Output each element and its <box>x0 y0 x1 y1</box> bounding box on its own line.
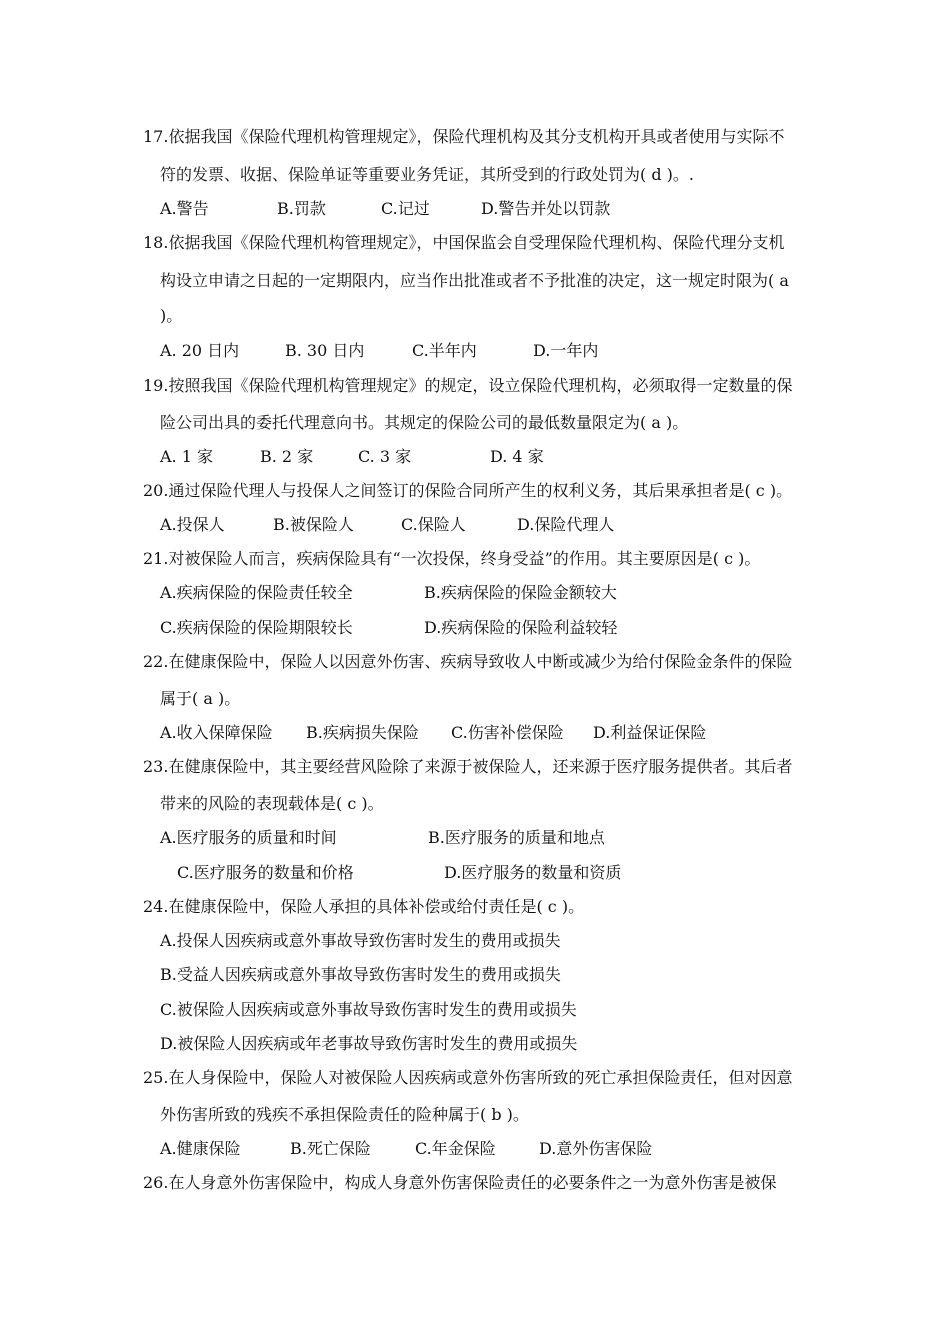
question-18-stem-line-2: 构设立申请之日起的一定期限内，应当作出批准或者不予批准的决定，这一规定时限为( a <box>160 271 789 290</box>
question-24-option-d: D.被保险人因疾病或年老事故导致伤害时发生的费用或损失 <box>160 1034 578 1053</box>
question-25-option-b: B.死亡保险 <box>290 1139 371 1158</box>
question-22-stem-line-2: 属于( a )。 <box>160 689 241 708</box>
question-22-option-b: B.疾病损失保险 <box>306 723 419 742</box>
question-19-option-c: C. 3 家 <box>358 447 412 466</box>
question-23-option-b: B.医疗服务的质量和地点 <box>428 828 605 847</box>
question-19-option-d: D. 4 家 <box>490 447 544 466</box>
question-21-option-b: B.疾病保险的保险金额较大 <box>424 583 617 602</box>
question-18-option-d: D.一年内 <box>533 341 599 360</box>
question-22-option-d: D.利益保证保险 <box>593 723 707 742</box>
question-17-option-c: C.记过 <box>381 199 430 218</box>
question-17-stem-line-2: 符的发票、收据、保险单证等重要业务凭证，其所受到的行政处罚为( d )。. <box>160 165 694 184</box>
question-25-option-a: A.健康保险 <box>160 1139 241 1158</box>
question-18-stem-line-1: 18.依据我国《保险代理机构管理规定》，中国保监会自受理保险代理机构、保险代理分支机 <box>143 233 785 252</box>
question-18-option-a: A. 20 日内 <box>160 341 240 360</box>
question-21-option-a: A.疾病保险的保险责任较全 <box>160 583 353 602</box>
question-21-stem-line-1: 21.对被保险人而言，疾病保险具有“一次投保，终身受益”的作用。其主要原因是( c )。 <box>143 549 761 568</box>
question-23-option-a: A.医疗服务的质量和时间 <box>160 828 337 847</box>
question-25-option-d: D.意外伤害保险 <box>539 1139 653 1158</box>
question-25-option-c: C.年金保险 <box>415 1139 496 1158</box>
question-18-option-b: B. 30 日内 <box>285 341 365 360</box>
question-21-option-c: C.疾病保险的保险期限较长 <box>160 618 353 637</box>
question-20-stem-line-1: 20.通过保险代理人与投保人之间签订的保险合同所产生的权利义务，其后果承担者是( c )。 <box>143 481 793 500</box>
question-19-option-b: B. 2 家 <box>260 447 314 466</box>
question-22-stem-line-1: 22.在健康保险中，保险人以因意外伤害、疾病导致收人中断或减少为给付保险金条件的保险 <box>143 652 793 671</box>
question-20-option-b: B.被保险人 <box>273 515 354 534</box>
question-18-option-c: C.半年内 <box>412 341 477 360</box>
question-24-option-b: B.受益人因疾病或意外事故导致伤害时发生的费用或损失 <box>160 965 561 984</box>
question-23-option-d: D.医疗服务的数量和资质 <box>444 863 622 882</box>
question-23-option-c: C.医疗服务的数量和价格 <box>177 863 354 882</box>
question-25-stem-line-1: 25.在人身保险中，保险人对被保险人因疾病或意外伤害所致的死亡承担保险责任，但对因意 <box>143 1068 793 1087</box>
question-24-stem-line-1: 24.在健康保险中，保险人承担的具体补偿或给付责任是( c )。 <box>143 897 585 916</box>
question-21-option-d: D.疾病保险的保险利益较轻 <box>424 618 618 637</box>
question-22-option-c: C.伤害补偿保险 <box>451 723 564 742</box>
question-22-option-a: A.收入保障保险 <box>160 723 273 742</box>
question-17-option-b: B.罚款 <box>277 199 326 218</box>
question-23-stem-line-1: 23.在健康保险中，其主要经营风险除了来源于被保险人，还来源于医疗服务提供者。其后者 <box>143 757 793 776</box>
question-19-stem-line-1: 19.按照我国《保险代理机构管理规定》的规定，设立保险代理机构，必须取得一定数量的保 <box>143 376 793 395</box>
question-17-option-d: D.警告并处以罚款 <box>481 199 611 218</box>
question-19-option-a: A. 1 家 <box>160 447 213 466</box>
question-24-option-a: A.投保人因疾病或意外事故导致伤害时发生的费用或损失 <box>160 931 561 950</box>
question-20-option-c: C.保险人 <box>401 515 466 534</box>
question-19-stem-line-2: 险公司出具的委托代理意向书。其规定的保险公司的最低数量限定为( a )。 <box>160 413 689 432</box>
question-25-stem-line-2: 外伤害所致的残疾不承担保险责任的险种属于( b )。 <box>160 1105 529 1124</box>
question-17-option-a: A.警告 <box>160 199 209 218</box>
question-23-stem-line-2: 带来的风险的表现载体是( c )。 <box>160 794 384 813</box>
question-26-stem-line-1: 26.在人身意外伤害保险中，构成人身意外伤害保险责任的必要条件之一为意外伤害是被保 <box>143 1173 777 1192</box>
question-24-option-c: C.被保险人因疾病或意外事故导致伤害时发生的费用或损失 <box>160 1000 577 1019</box>
question-20-option-d: D.保险代理人 <box>517 515 615 534</box>
question-18-stem-line-3: )。 <box>160 306 183 325</box>
question-20-option-a: A.投保人 <box>160 515 225 534</box>
question-17-stem-line-1: 17.依据我国《保险代理机构管理规定》，保险代理机构及其分支机构开具或者使用与实际不 <box>143 127 785 146</box>
